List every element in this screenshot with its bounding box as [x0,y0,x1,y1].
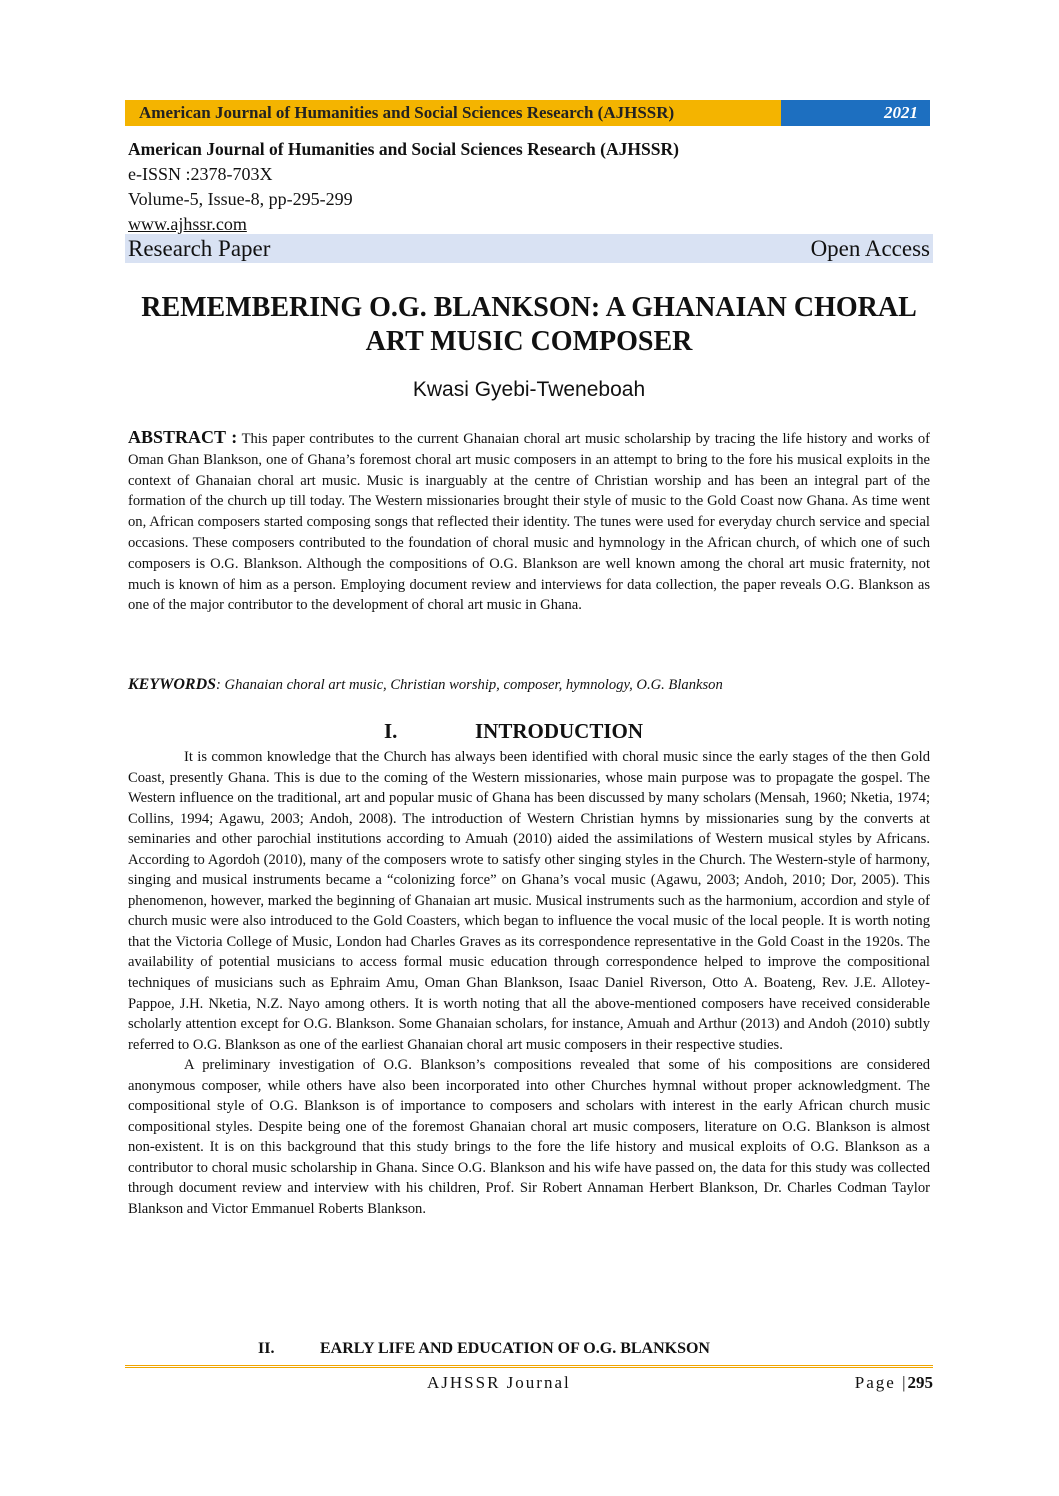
footer-divider [125,1365,933,1368]
footer-page [855,1373,933,1393]
section-1-title: INTRODUCTION [475,719,644,743]
abstract-label: ABSTRACT : [128,427,238,447]
paper-title [120,291,938,359]
access-type: Open Access [810,235,930,261]
abstract [128,427,930,616]
meta-journal: American Journal of Humanities and Social Sciences Research (AJHSSR) [128,139,679,159]
title-line-1: REMEMBERING O.G. BLANKSON: A GHANAIAN CHORAL [141,292,917,323]
meta-eissn: e-ISSN :2378-703X [128,164,273,184]
section-2-number: II. [258,1340,275,1357]
section-2-title: EARLY LIFE AND EDUCATION OF O.G. BLANKSON [320,1340,710,1357]
footer-journal: AJHSSR Journal [427,1373,571,1392]
paper-type-bar [125,234,933,263]
title-line-2: ART MUSIC COMPOSER [365,326,693,357]
paper-type: Research Paper [128,235,271,261]
keywords-label: KEYWORDS [128,676,217,693]
journal-header-bar [125,100,930,126]
abstract-text: This paper contributes to the current Ghanaian choral art music scholarship by tracing the life history and works of Oman Ghan Blankson, one of Ghana’s foremost choral art music composers in an attempt to bring to the fore his musical exploits in the context of Ghanaian choral art music. Music is inarguably at the centre of Christian worship and has been an integral part of the formation of the church up till today. The Western missionaries brought their style of music to the Gold Coast now Ghana. As time went on, African composers started composing songs that reflected their identity. The tunes were used for everyday church service and special occasions. These composers contributed to the foundation of choral music and hymnology in the African church, of which one of such composers is O.G. Blankson. Although the compositions of O.G. Blankson are well known among the choral art music fraternity, not much is known of him as a person. Employing document review and interviews for data collection, the paper reveals O.G. Blankson as one of the major contributor to the development of choral art music in Ghana. [128,431,930,614]
footer-page-number: 295 [907,1373,933,1392]
footer-page-label: Page | [854,1373,908,1392]
intro-paragraph-2: A preliminary investigation of O.G. Blankson’s compositions revealed that some of his compositions are considered anonymous composer, while others have also been incorporated into other Churches hymnal without proper acknowledgment. The compositional style of O.G. Blankson is of importance to composers and scholars with interest in the early African church music compositional styles. Despite being one of the foremost Ghanaian choral art music composers, literature on O.G. Blankson is almost non-existent. It is on this background that this study brings to the fore the life history and musical exploits of O.G. Blankson as a contributor to choral music scholarship in Ghana. Since O.G. Blankson and his wife have passed on, the data for this study was collected through document review and interview with his children, Prof. Sir Robert Annaman Herbert Blankson, Dr. Charles Codman Taylor Blankson and Victor Emmanuel Roberts Blankson. [128,1057,930,1218]
section-1-number: I. [384,719,398,743]
keywords [128,676,930,694]
header-year: 2021 [781,100,930,126]
intro-paragraph-1: It is common knowledge that the Church has always been identified with choral music since the early stages of the then Gold Coast, presently Ghana. This is due to the coming of the Western missionaries, whose main purpose was to propagate the gospel. The Western influence on the traditional, art and popular music of Ghana has been discussed by many scholars (Mensah, 1960; Nketia, 1974; Collins, 1994; Agawu, 2003; Andoh, 2008). The introduction of Western Christian hymns by missionaries sung by the converts at seminaries and other parochial institutions according to Amuah (2010) aided the assimilations of Western musical styles by Africans. According to Agordoh (2010), many of the composers wrote to satisfy other singing styles in the Church. The Western-style of harmony, singing and musical instruments became a “colonizing force” on Ghana’s vocal music (Agawu, 2003; Andoh, 2010; Dor, 2005). This phenomenon, however, marked the beginning of Ghanaian art music. Musical instruments such as the harmonium, accordion and style of church music were also introduced to the Gold Coasters, which began to influence the vocal music of the local people. It is worth noting that the Victoria College of Music, London had Charles Graves as its correspondence representative in the Gold Coast in the 1920s. The availability of potential musicians to access formal music education through correspondence helped to improve the compositional techniques of musicians such as Ephraim Amu, Oman Ghan Blankson, Isaac Daniel Riverson, Otto A. Boateng, Rev. J.E. Allotey-Pappoe, J.H. Nketia, N.Z. Nayo among others. It is worth noting that all the above-mentioned composers have received considerable scholarly attention except for O.G. Blankson. Some Ghanaian scholars, for instance, Amuah and Arthur (2013) and Andoh (2010) subtly referred to O.G. Blankson as one of the earliest Ghanaian choral art music composers in their respective studies. [128,749,930,1053]
header-journal-name: American Journal of Humanities and Social Sciences Research (AJHSSR) [125,100,781,126]
author-name: Kwasi Gyebi-Tweneboah [412,378,646,401]
introduction-body [128,747,930,1220]
meta-volume: Volume-5, Issue-8, pp-295-299 [128,189,353,209]
journal-meta [128,137,933,237]
meta-url-link[interactable]: www.ajhssr.com [128,214,247,234]
keywords-text: : Ghanaian choral art music, Christian worship, composer, hymnology, O.G. Blankson [216,677,723,693]
page-footer [125,1373,933,1393]
